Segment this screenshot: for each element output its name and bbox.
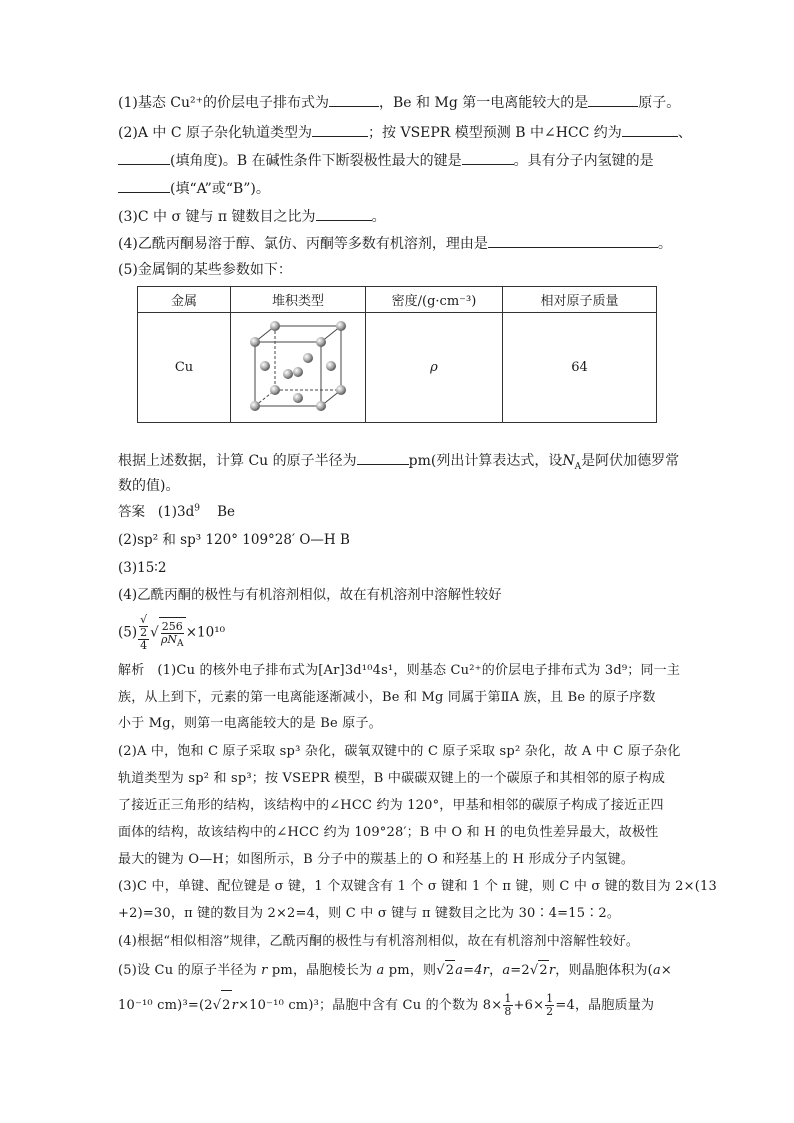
q1-text: (1)基态 Cu²⁺的价层电子排布式为 bbox=[118, 95, 330, 111]
answer-1-tail: Be bbox=[217, 504, 236, 520]
exp-13-frac-1-den: 8 bbox=[504, 1005, 512, 1018]
answer-line-5: (5) √ 2 4 √ $\frac{256}{\rho N_A}$ ×10¹⁰ bbox=[118, 613, 226, 652]
exp-13-frac-2-den: 2 bbox=[546, 1005, 554, 1018]
exp-12-sqrt: 2 bbox=[445, 960, 455, 981]
q5-text: (5)金属铜的某些参数如下： bbox=[118, 262, 292, 278]
atom bbox=[293, 393, 303, 403]
exp-12-d: pm，则 bbox=[384, 963, 437, 978]
atom bbox=[293, 367, 303, 377]
explanation-line-5 bbox=[118, 769, 665, 789]
q2-blank-1[interactable] bbox=[312, 122, 368, 137]
atom bbox=[336, 385, 346, 395]
fcc-unit-cell-diagram bbox=[243, 316, 353, 416]
question-2-line-3 bbox=[118, 178, 270, 199]
q2-text-2: ；按 VSEPR 模型预测 B 中∠HCC 约为 bbox=[368, 125, 622, 141]
atom bbox=[316, 337, 326, 347]
exp-13-g: +6× bbox=[513, 998, 545, 1013]
question-4 bbox=[118, 233, 672, 254]
explanation-line-7 bbox=[118, 823, 658, 843]
header-atomic-mass: 相对原子质量 bbox=[503, 287, 657, 313]
exp-13-a: 10⁻¹⁰ cm)³=(2 bbox=[118, 998, 213, 1013]
exp-12-b: pm，晶胞棱长为 bbox=[267, 963, 377, 978]
q2-text-6: (填“A”或“B”)。 bbox=[170, 181, 270, 197]
cell-stacking-figure bbox=[231, 313, 366, 423]
exp-12-sqrt2: 2 bbox=[538, 960, 548, 981]
explanation-line-11 bbox=[118, 932, 639, 952]
question-3 bbox=[118, 206, 386, 227]
explanation-text-2: 族，从上到下，元素的第一电离能逐渐减小，Be 和 Mg 同属于第ⅡA 族，且 Be 的原子序数 bbox=[118, 690, 656, 705]
answer-5-den: 4 bbox=[140, 639, 148, 652]
explanation-text-8: 最大的键为 O—H；如图所示，B 分子中的羰基上的 O 和羟基上的 H 形成分子内氢键。 bbox=[118, 852, 635, 867]
explanation-text-9: (3)C 中，单键、配位键是 σ 键，1 个双键含有 1 个 σ 键和 1 个 π 键，则 C 中 σ 键的数目为 2×(13 bbox=[118, 879, 717, 894]
exp-12-i: a bbox=[502, 963, 511, 978]
q2-blank-2[interactable] bbox=[622, 122, 678, 137]
exp-13-frac-1 bbox=[503, 993, 512, 1018]
answer-5-root bbox=[159, 617, 186, 648]
q1-blank-1[interactable] bbox=[329, 92, 379, 107]
header-metal: 金属 bbox=[138, 287, 231, 313]
answer-line-1 bbox=[118, 502, 235, 522]
copper-parameter-table bbox=[137, 286, 657, 423]
cell-metal: Cu bbox=[138, 313, 231, 423]
explanation-line-1 bbox=[118, 661, 680, 681]
answer-5-fraction-1: √ 2 4 bbox=[140, 613, 148, 652]
q4-text: (4)乙酰丙酮易溶于醇、氯仿、丙酮等多数有机溶剂，理由是 bbox=[118, 236, 488, 252]
avogadro-subscript: A bbox=[574, 461, 582, 472]
answer-line-4 bbox=[118, 585, 502, 605]
q2-text-3: 、 bbox=[677, 125, 692, 141]
cell-density bbox=[366, 313, 503, 423]
q4-text-2: 。 bbox=[657, 236, 672, 252]
exp-12-a: (5)设 Cu 的原子半径为 bbox=[118, 963, 262, 978]
exp-12-c: a bbox=[376, 963, 385, 978]
exp-13-d: ×10⁻¹⁰ cm)³；晶胞中含有 Cu 的个数为 8× bbox=[238, 998, 503, 1013]
question-5 bbox=[118, 260, 292, 280]
answer-5-fraction-2 bbox=[160, 619, 184, 649]
question-2-line-2 bbox=[118, 150, 654, 171]
atom bbox=[270, 385, 280, 395]
atom bbox=[283, 369, 293, 379]
explanation-line-10 bbox=[118, 904, 620, 924]
answer-5-sqrt2: 2 bbox=[140, 626, 148, 639]
exp-12-m: ，则晶胞体积为( bbox=[555, 963, 653, 978]
exp-13-frac-2-num: 1 bbox=[546, 992, 554, 1005]
explanation-line-8 bbox=[118, 850, 634, 870]
q2-text-5: 。具有分子内氢键的是 bbox=[513, 153, 654, 169]
radius-question-line-1 bbox=[118, 450, 679, 471]
q2-text-4: (填角度)。B 在碱性条件下断裂极性最大的键是 bbox=[170, 153, 462, 169]
answer-line-2 bbox=[118, 530, 350, 550]
answer-4: (4)乙酰丙酮的极性与有机溶剂相似，故在有机溶剂中溶解性较好 bbox=[118, 587, 502, 603]
exp-13-frac-2 bbox=[545, 993, 554, 1018]
atom bbox=[316, 401, 326, 411]
explanation-text-10: +2)=30，π 键的数目为 2×2=4，则 C 中 σ 键与 π 键数目之比为 30∶4=15∶2。 bbox=[118, 906, 621, 921]
explanation-line-12: (5)设 Cu 的原子半径为 r pm，晶胞棱长为 a pm，则√2a=4r，a=2√2r，则晶胞体积为(a× bbox=[118, 960, 672, 981]
header-density: 密度/(g·cm⁻³) bbox=[366, 287, 503, 313]
q4-blank[interactable] bbox=[488, 233, 658, 248]
exp-12-j: =2 bbox=[510, 963, 530, 978]
explanation-text-6: 了接近正三角形的结构，该结构中的∠HCC 约为 120°，甲基和相邻的碳原子构成了接近正四 bbox=[118, 798, 664, 813]
answer-5-den2: ρN bbox=[160, 632, 178, 646]
explanation-line-6 bbox=[118, 796, 664, 816]
explanation-text-11: (4)根据“相似相溶”规律，乙酰丙酮的极性与有机溶剂相似，故在有机溶剂中溶解性较好。 bbox=[118, 934, 640, 949]
explanation-text-4: (2)A 中，饱和 C 原子采取 sp³ 杂化，碳氧双键中的 C 原子采取 sp² 杂化，故 A 中 C 原子杂化 bbox=[118, 744, 681, 759]
explanation-line-9 bbox=[118, 877, 717, 897]
explanation-text-3: 小于 Mg，则第一电离能较大的是 Be 原子。 bbox=[118, 716, 382, 731]
answer-line-3 bbox=[118, 558, 166, 578]
atom bbox=[250, 401, 260, 411]
answer-3: (3)15∶2 bbox=[118, 560, 167, 576]
answer-1-sup: 9 bbox=[194, 503, 200, 514]
atom bbox=[270, 321, 280, 331]
q3-blank[interactable] bbox=[316, 206, 372, 221]
explanation-label: 解析 bbox=[118, 663, 145, 678]
q1-blank-2[interactable] bbox=[588, 92, 638, 107]
exp-12-r: r bbox=[261, 963, 268, 978]
atom bbox=[250, 337, 260, 347]
answer-5-num: 256 bbox=[161, 619, 183, 633]
q2-blank-5[interactable] bbox=[118, 178, 170, 193]
exp-13-c: r bbox=[231, 998, 239, 1013]
explanation-line-13: 10⁻¹⁰ cm)³=(2√2r×10⁻¹⁰ cm)³；晶胞中含有 Cu 的个数为 8× $\frac{1}{8}$ +6× $\frac{1}{2}$ =4，晶胞质量为 bbox=[118, 990, 654, 1021]
radius-text-4: 数的值)。 bbox=[118, 478, 180, 494]
exp-12-g: r bbox=[482, 963, 490, 978]
exp-13-j: =4，晶胞质量为 bbox=[555, 998, 655, 1013]
cell-atomic-mass: 64 bbox=[503, 313, 657, 423]
atom bbox=[336, 321, 346, 331]
exp-12-f: a=4 bbox=[455, 963, 483, 978]
explanation-line-4 bbox=[118, 742, 681, 762]
explanation-line-3 bbox=[118, 714, 382, 734]
explanation-text-5: 轨道类型为 sp² 和 sp³；按 VSEPR 模型，B 中碳碳双键上的一个碳原子和其相邻的原子构成 bbox=[118, 771, 666, 786]
exp-13-sqrt: 2 bbox=[221, 990, 231, 1021]
exp-12-l: r bbox=[548, 963, 556, 978]
answer-5-den2-sub: A bbox=[177, 638, 184, 649]
q3-text: (3)C 中 σ 键与 π 键数目之比为 bbox=[118, 209, 316, 225]
answer-label: 答案 bbox=[118, 504, 145, 520]
exp-12-n: a bbox=[652, 963, 661, 978]
exp-13-frac-1-num: 1 bbox=[504, 992, 512, 1005]
table-header-row bbox=[138, 287, 657, 313]
question-1 bbox=[118, 92, 680, 113]
q2-blank-3[interactable] bbox=[118, 150, 170, 165]
avogadro-symbol: N bbox=[562, 453, 575, 469]
q1-text-3: 原子。 bbox=[638, 95, 681, 111]
answer-5-prefix: (5) bbox=[118, 624, 138, 641]
answer-2: (2)sp² 和 sp³ 120° 109°28′ O—H B bbox=[118, 532, 350, 548]
explanation-text-1: (1)Cu 的核外电子排布式为[Ar]3d¹⁰4s¹，则基态 Cu²⁺的价层电子排布式为 3d⁹；同一主 bbox=[157, 663, 681, 678]
atom bbox=[303, 353, 313, 363]
question-2-line-1 bbox=[118, 122, 692, 143]
atom bbox=[260, 361, 270, 371]
radius-question-line-2 bbox=[118, 476, 179, 496]
radius-text-2: pm(列出计算表达式，设 bbox=[408, 453, 563, 469]
radius-blank[interactable] bbox=[357, 450, 409, 465]
answer-5-tail: ×10¹⁰ bbox=[185, 624, 226, 641]
table-row bbox=[138, 313, 657, 423]
q3-text-2: 。 bbox=[371, 209, 386, 225]
exp-12-h: ， bbox=[489, 963, 503, 978]
q2-text: (2)A 中 C 原子杂化轨道类型为 bbox=[118, 125, 313, 141]
radius-text-3: 是阿伏加德罗常 bbox=[581, 453, 680, 469]
header-stacking: 堆积类型 bbox=[231, 287, 366, 313]
q2-blank-4[interactable] bbox=[462, 150, 514, 165]
radius-text: 根据上述数据，计算 Cu 的原子半径为 bbox=[118, 453, 357, 469]
density-symbol: ρ bbox=[430, 360, 438, 375]
explanation-text-7: 面体的结构，故该结构中的∠HCC 约为 109°28′；B 中 O 和 H 的电负性差异最大，故极性 bbox=[118, 825, 659, 840]
answer-1: (1)3d bbox=[157, 504, 195, 520]
atom bbox=[326, 361, 336, 371]
exp-12-o: × bbox=[660, 963, 672, 978]
explanation-line-2 bbox=[118, 688, 656, 708]
q1-text-2: ，Be 和 Mg 第一电离能较大的是 bbox=[379, 95, 589, 111]
